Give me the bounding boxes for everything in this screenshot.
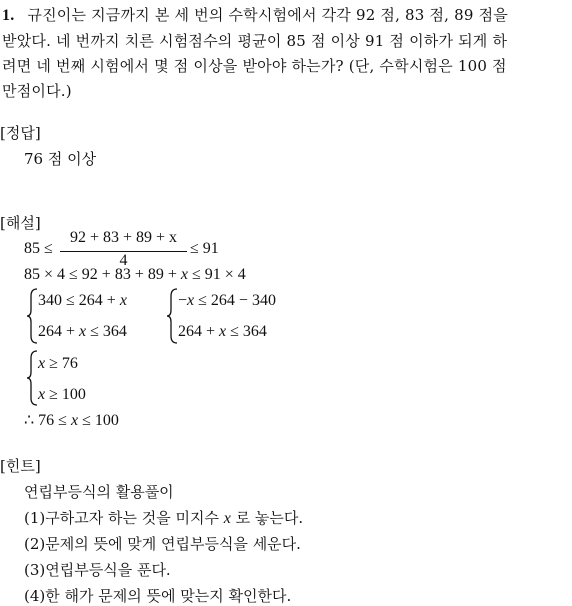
hint-step-1-pre: (1)구하고자 하는 것을 미지수 [24, 509, 219, 527]
hint-step-4: (4)한 해가 문제의 뜻에 맞는지 확인한다. [24, 587, 292, 605]
question-line-3: 려면 네 번째 시험에서 몇 점 이상을 받아야 하는가? (단, 수학시험은 100 점 [2, 57, 507, 75]
left-brace-icon [166, 288, 178, 344]
question-line-4: 만점이다.) [2, 82, 72, 100]
therefore-line: ∴ 76 ≤ x ≤ 100 [24, 412, 119, 429]
sys1-b: 264 + x ≤ 364 [38, 323, 127, 340]
question-line-1 [2, 4, 508, 25]
eq1-right: ≤ 91 [190, 240, 219, 257]
sys3-a: x ≥ 76 [38, 355, 78, 372]
eq1-left: 85 ≤ [24, 240, 53, 257]
question-number: 1. [2, 7, 15, 24]
variable-x: x [180, 266, 188, 283]
eq1-numerator-text: 92 + 83 + 89 + x [69, 229, 178, 246]
hint-step-1-post: 로 놓는다. [235, 509, 304, 527]
eq2: 85 × 4 ≤ 92 + 83 + 89 + x ≤ 91 × 4 [24, 266, 246, 283]
answer-header: [정답] [0, 124, 41, 142]
sys2-b: 264 + x ≤ 364 [178, 323, 267, 340]
answer-text: 76 점 이상 [24, 150, 97, 168]
hint-step-2: (2)문제의 뜻에 맞게 연립부등식을 세운다. [24, 535, 301, 553]
question-text-1: 규진이는 지금까지 본 세 번의 수학시험에서 각각 92 점, 83 점, 89 점을 [27, 6, 508, 24]
variable-x: x [38, 355, 46, 372]
eq1-numerator [60, 229, 187, 247]
eq1-denominator: 4 [119, 252, 128, 269]
variable-x: x [79, 323, 87, 340]
variable-x: x [38, 386, 46, 403]
sys1-a: 340 ≤ 264 + x [38, 292, 127, 309]
sys2-a: −x ≤ 264 − 340 [178, 292, 276, 309]
hint-step-1 [24, 507, 303, 528]
variable-x: x [187, 292, 195, 309]
left-brace-icon [26, 350, 38, 406]
hint-step-1-var [224, 510, 231, 527]
hint-step-3: (3)연립부등식을 푼다. [24, 561, 171, 579]
question-line-2: 받았다. 네 번까지 치른 시험점수의 평균이 85 점 이상 91 점 이하가 되게 하 [2, 32, 508, 50]
variable-x: x [219, 323, 227, 340]
sys3-b: x ≥ 100 [38, 386, 86, 403]
left-brace-icon [26, 288, 38, 344]
variable-x: x [223, 510, 231, 527]
variable-x: x [119, 292, 127, 309]
solution-header: [해설] [0, 214, 41, 232]
variable-x: x [70, 412, 79, 429]
hint-title: 연립부등식의 활용풀이 [24, 483, 174, 501]
hint-header: [힌트] [0, 457, 41, 475]
